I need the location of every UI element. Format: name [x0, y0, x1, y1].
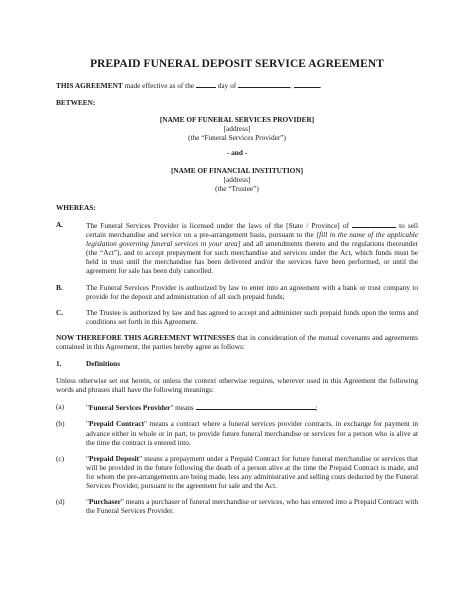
provider-block — [56, 115, 418, 142]
recital-c — [56, 308, 418, 326]
definition-term: Funeral Services Provider — [88, 403, 171, 413]
institution-defined: (the “Trustee”) — [215, 183, 259, 193]
witnesses-paragraph — [56, 333, 418, 351]
intro-text-3: , — [290, 81, 294, 90]
definition-c — [56, 454, 418, 490]
definition-body: means a purchaser of funeral merchandise or services, who has entered into a Prepaid Contract with the Funeral Services Provider. — [86, 497, 418, 516]
definition-body: means — [173, 403, 196, 413]
definition-text: "Funeral Services Provider" means ; — [86, 403, 318, 413]
provider-name: [NAME OF FUNERAL SERVICES PROVIDER] — [159, 115, 315, 125]
recital-a — [56, 220, 418, 276]
definition-term: Prepaid Contract — [88, 419, 145, 429]
between-heading: BETWEEN: — [56, 98, 96, 108]
year-blank — [294, 80, 320, 88]
section-number: 1. — [56, 359, 62, 369]
section-title: Definitions — [86, 359, 121, 369]
jurisdiction-blank — [352, 220, 396, 228]
recital-label: A. — [56, 219, 64, 229]
definition-term: Prepaid Deposit — [88, 453, 140, 463]
intro-text-2: day of — [215, 81, 239, 90]
definition-b — [56, 419, 418, 446]
recital-label: C. — [56, 307, 64, 317]
intro-text-4: . — [319, 81, 322, 90]
intro-text-1: made effective as of the — [122, 81, 196, 90]
recital-b — [56, 283, 418, 301]
recital-text — [86, 220, 418, 276]
definition-d — [56, 497, 418, 515]
document-title: PREPAID FUNERAL DEPOSIT SERVICE AGREEMENT — [90, 58, 384, 70]
definition-text: "Prepaid Deposit" means a prepayment under a Prepaid Contract for future funeral merchandise or services that will be provided in the future following the death of a person alive at the time the Prepaid Contract is made, and for whom the pre-arrangements are being made, less any administrative and selling costs deducted by the Funeral Services Provider, pursuant to the agreement for sale and the Act. — [86, 453, 418, 490]
witnesses-bold: NOW THEREFORE THIS AGREEMENT WITNESSES — [56, 332, 235, 342]
recital-a-part3: and all amendments thereto and the regulations thereunder (the “Act”), and to accept prepayment for such merchandise and services under the Act, which funds must be held in trust until the merchandise has been delivered and/or the services have been performed, or until the agreement for sale has been duly cancelled. — [86, 239, 418, 276]
institution-name: [NAME OF FINANCIAL INSTITUTION] — [170, 165, 304, 175]
month-blank — [238, 80, 290, 88]
definition-body: means a contract where a funeral services provider contracts, in exchange for payment in advance either in whole or in part, to provide future funeral merchandise or services for a person who is alive at the time the contract is entered into. — [86, 419, 418, 447]
definition-a — [56, 402, 418, 412]
intro-paragraph — [56, 80, 418, 90]
definition-tail: ; — [315, 403, 318, 413]
intro-bold: THIS AGREEMENT — [56, 81, 123, 90]
definition-label: (b) — [56, 419, 65, 429]
recital-a-part2: to sell certain merchandise and service on a pre-arrangement basis, pursuant to the — [86, 220, 418, 240]
definition-body: means a prepayment under a Prepaid Contract for future funeral merchandise or services that will be provided in the future following the death of a person alive at the time the Prepaid Contract is made, and for whom the pre-arrangements are being made, less any administrative and selling costs deducted by the Funeral Services Provider, pursuant to the agreement for sale and the Act. — [86, 453, 418, 490]
definition-label: (c) — [56, 453, 65, 463]
recital-text: The Funeral Services Provider is authorized by law to enter into an agreement with a bank or trust company to provide for the deposit and administration of all such prepaid funds; — [86, 282, 418, 301]
institution-address: [address] — [223, 174, 251, 184]
and-separator: - and - — [226, 148, 248, 158]
provider-address: [address] — [223, 124, 251, 134]
definition-label: (d) — [56, 497, 65, 507]
provider-defined: (the “Funeral Services Provider”) — [188, 133, 286, 143]
whereas-heading: WHEREAS: — [56, 202, 96, 212]
day-blank — [196, 80, 216, 88]
definition-text: "Prepaid Contract" means a contract where a funeral services provider contracts, in exchange for payment in advance either in whole or in part, to provide future funeral merchandise or services for a person who is alive at the time the contract is entered into. — [86, 419, 418, 447]
recital-text: The Trustee is authorized by law and has agreed to accept and administer such prepaid funds upon the terms and conditions set forth in this Agreement. — [86, 307, 418, 326]
recital-a-instruction: [fill in the name of the applicable legislation governing funeral services in your area] — [86, 230, 418, 249]
recital-label: B. — [56, 282, 63, 292]
recital-a-part1: The Funeral Services Provider is licensed under the laws of the [State / Province] of — [86, 220, 352, 230]
institution-block — [56, 166, 418, 193]
definition-text: "Purchaser" means a purchaser of funeral merchandise or services, who has entered into a Prepaid Contract with the Funeral Services Provider. — [86, 497, 418, 516]
section-1-heading — [56, 359, 418, 368]
witnesses-text: that in consideration of the mutual covenants and agreements contained in this Agreement, the parties hereby agree as follows: — [56, 332, 418, 351]
definition-term: Purchaser — [88, 497, 121, 507]
definition-label: (a) — [56, 402, 65, 412]
definitions-intro: Unless otherwise set out herein, or unless the context otherwise requires, wherever used in this Agreement the following words and phrases shall have the following meanings: — [56, 376, 418, 395]
